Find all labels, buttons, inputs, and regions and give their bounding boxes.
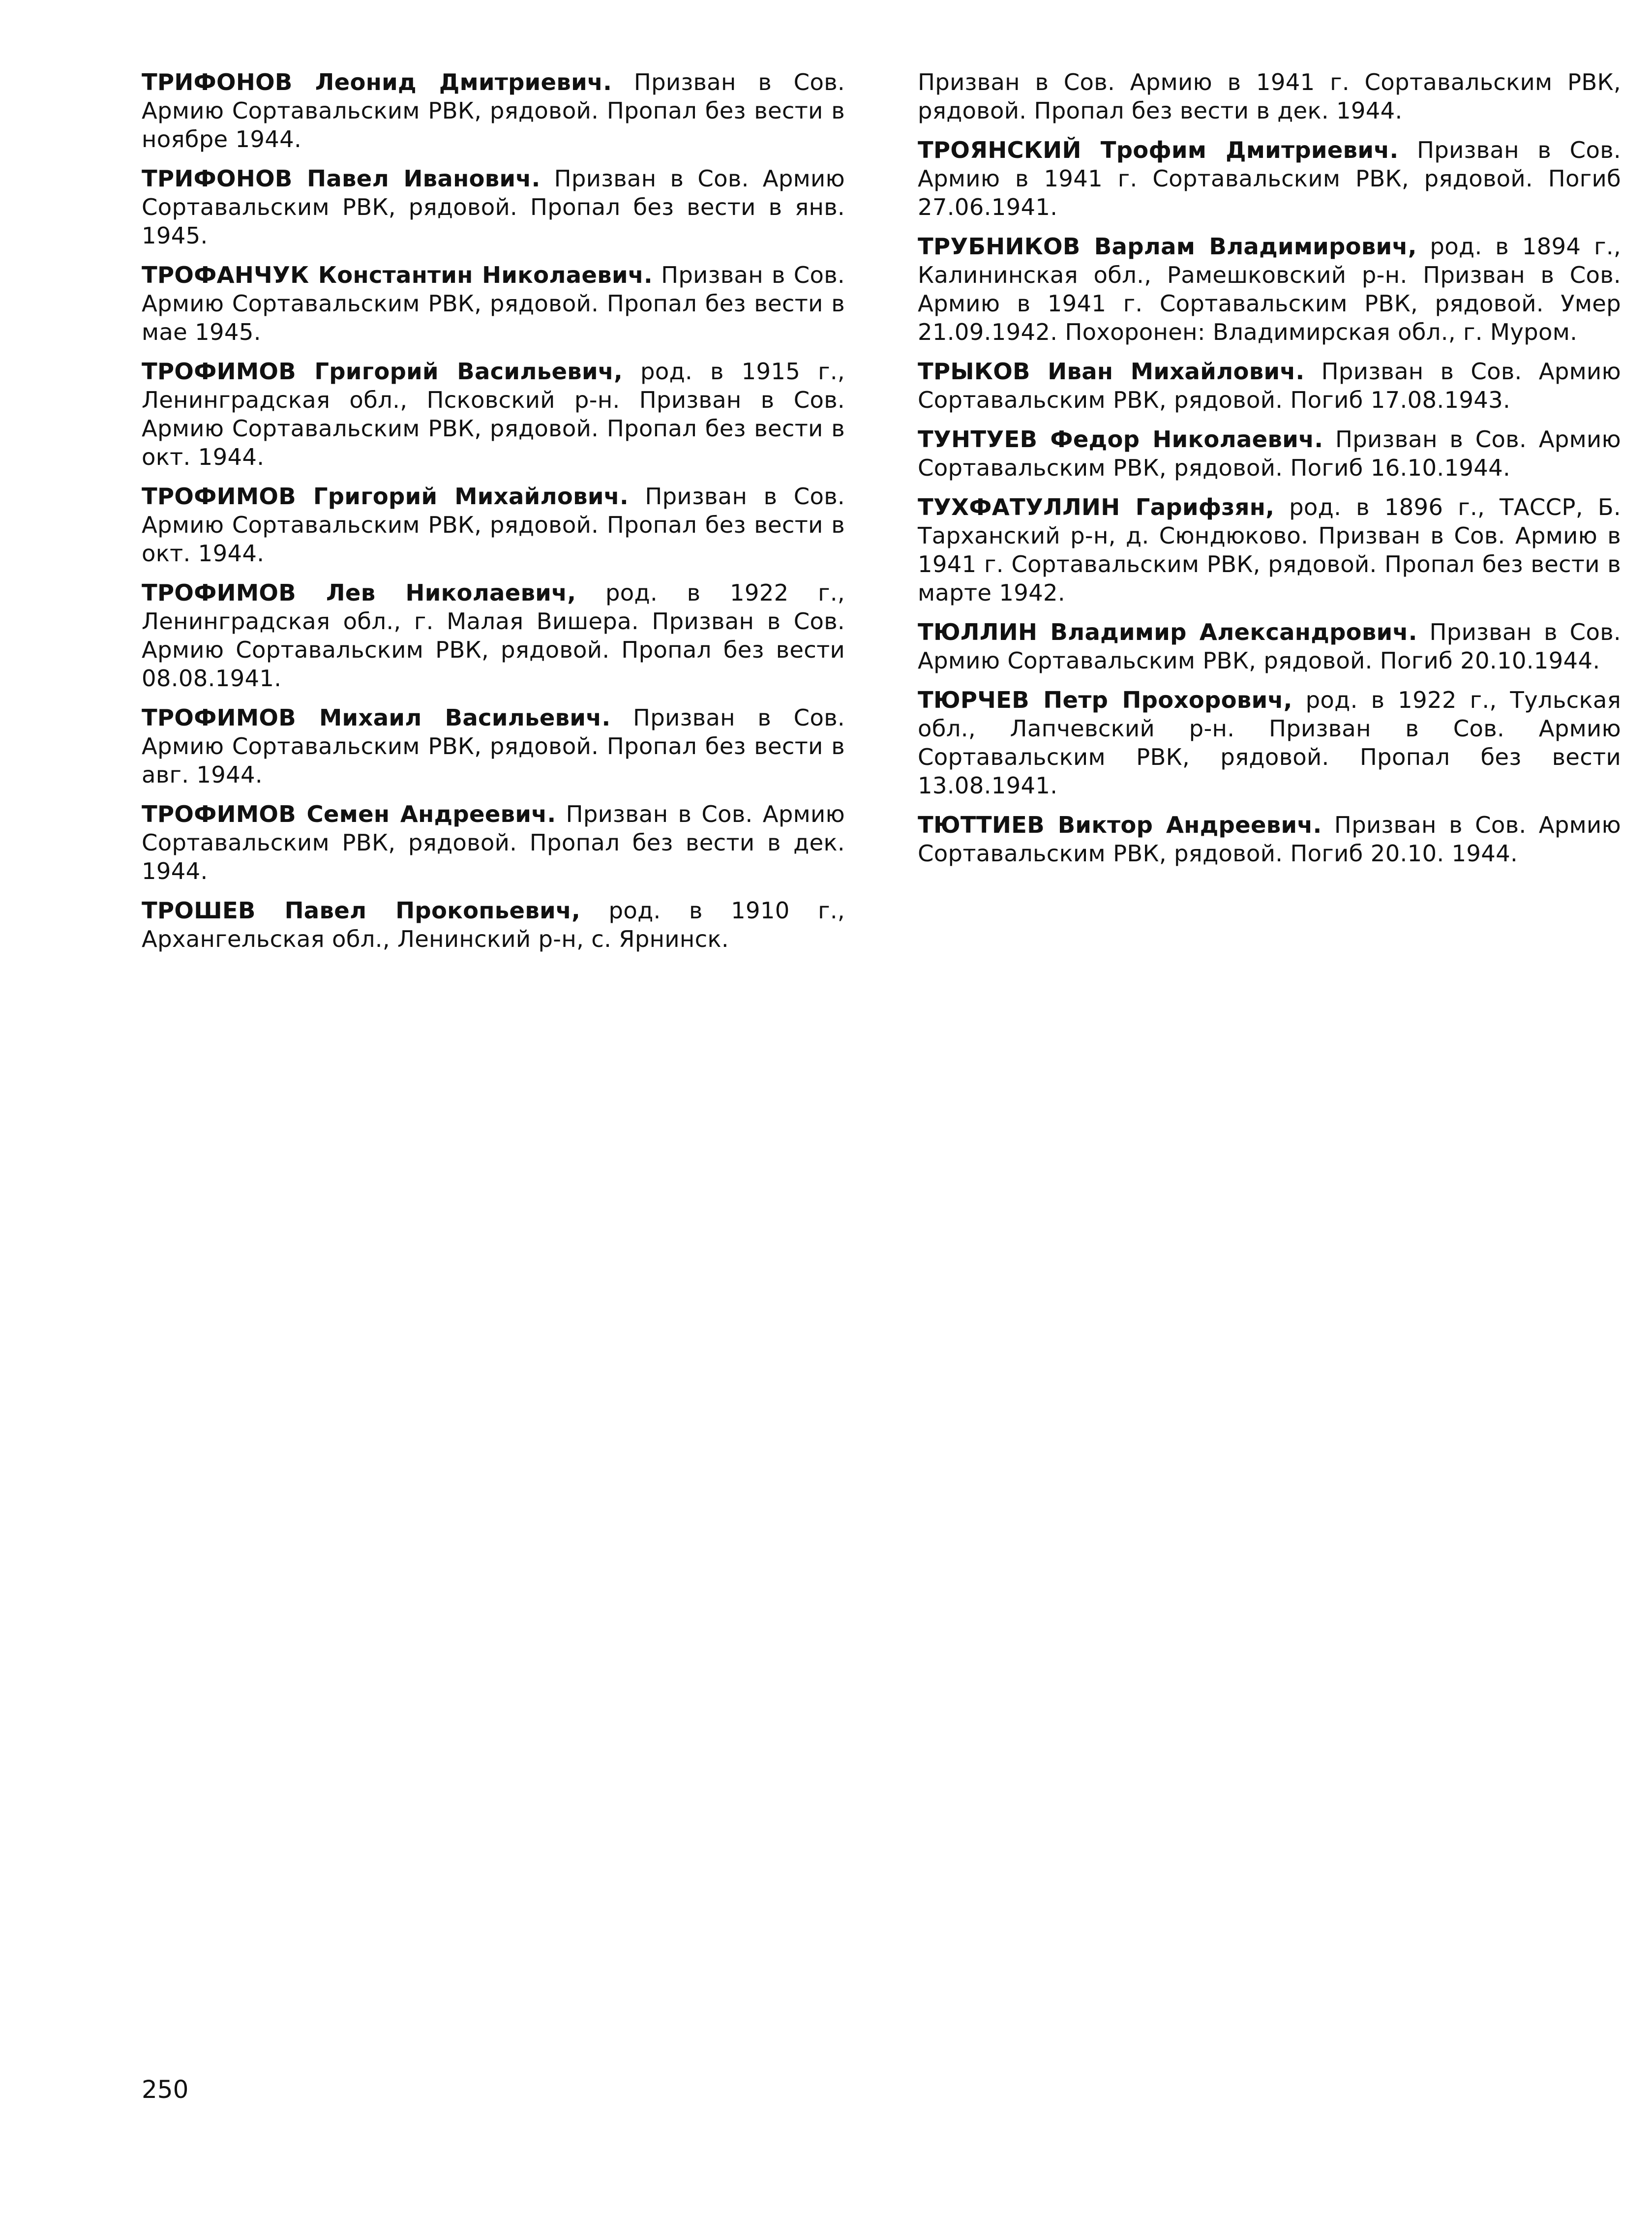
entry-text: Призван в Сов. Армию Сортавальским РВК, рядовой. Погиб 17.08.1943. [918,358,1621,413]
entry-text: Призван в Сов. Армию Сортавальским РВК, рядовой. Пропал без вести в дек. 1944. [142,801,845,884]
entry [142,164,845,250]
entry [918,136,1621,221]
entry-text: род. в 1915 г., Ленинградская обл., Псковский р-н. Призван в Сов. Армию Сортавальским РВК, рядовой. Пропал без вести в окт. 1944. [142,358,845,470]
entry-name: ТЮЛЛИН Владимир Александрович. [918,619,1417,645]
entry [142,261,845,346]
entry-name: ТРИФОНОВ Павел Иванович. [142,165,541,192]
entry-text: Призван в Сов. Армию Сортавальским РВК, рядовой. Погиб 16.10.1944. [918,426,1622,481]
entry-name: ТУНТУЕВ Федор Николаевич. [918,426,1323,453]
entry [918,425,1621,482]
entry-name: ТРОФАНЧУК Константин Николаевич. [142,262,653,288]
entry-text: Призван в Сов. Армию в 1941 г. Сортавальским РВК, рядовой. Пропал без вести в дек. 1944. [918,69,1621,124]
entry-text: род. в 1910 г., Архангельская обл., Ленинский р-н, с. Ярнинск. [142,897,845,952]
left-column [142,68,845,964]
entry-text: Призван в Сов. Армию в 1941 г. Сортавальским РВК, рядовой. Погиб 27.06.1941. [918,137,1621,220]
entry-text: Призван в Сов. Армию Сортавальским РВК, рядовой. Погиб 20.10.1944. [918,619,1621,674]
entry-text: Призван в Сов. Армию Сортавальским РВК, рядовой. Пропал без вести в янв. 1945. [142,165,845,249]
entry [142,357,845,471]
entry-name: ТРОФИМОВ Григорий Васильевич, [142,358,623,385]
entry [142,578,845,693]
entry [918,232,1621,346]
entry [918,811,1621,868]
entry-text: род. в 1894 г., Калининская обл., Рамешковский р-н. Призван в Сов. Армию в 1941 г. Сортавальским РВК, рядовой. Умер 21.09.1942. Похоронен: Владимирская обл., г. Муром. [918,233,1621,345]
entry-text: Призван в Сов. Армию Сортавальским РВК, рядовой. Пропал без вести в окт. 1944. [142,483,845,567]
entry-name: ТРОЯНСКИЙ Трофим Дмитриевич. [918,137,1399,163]
entry-name: ТЮТТИЕВ Виктор Андреевич. [918,812,1322,838]
entry [142,800,845,885]
entry-name: ТРУБНИКОВ Варлам Владимирович, [918,233,1417,260]
entry [142,703,845,789]
entry [918,357,1621,414]
entry-name: ТРИФОНОВ Леонид Дмитриевич. [142,69,612,95]
entry-text: род. в 1922 г., Тульская обл., Лапчевский р-н. Призван в Сов. Армию Сортавальским РВК, рядовой. Пропал без вести 13.08.1941. [918,687,1621,799]
entry [142,896,845,953]
entry-continuation [918,68,1621,125]
entry-text: Призван в Сов. Армию Сортавальским РВК, рядовой. Пропал без вести в мае 1945. [142,262,845,345]
entry-name: ТРОФИМОВ Михаил Васильевич. [142,704,611,731]
entry-name: ТУХФАТУЛЛИН Гарифзян, [918,494,1275,520]
entry-text: род. в 1922 г., Ленинградская обл., г. Малая Вишера. Призван в Сов. Армию Сортавальским РВК, рядовой. Пропал без вести 08.08.1941. [142,579,845,692]
entry-name: ТЮРЧЕВ Петр Прохорович, [918,687,1292,713]
entry [918,686,1621,800]
right-column [918,68,1621,879]
entry [918,618,1621,675]
entry-name: ТРЫКОВ Иван Михайлович. [918,358,1305,385]
entry [918,493,1621,607]
entry-name: ТРОФИМОВ Лев Николаевич, [142,579,576,606]
entry-text: род. в 1896 г., ТАССР, Б. Тарханский р-н, д. Сюндюково. Призван в Сов. Армию в 1941 г. Сортавальским РВК, рядовой. Пропал без вести в марте 1942. [918,494,1621,606]
entry-name: ТРОФИМОВ Семен Андреевич. [142,801,556,827]
entry-text: Призван в Сов. Армию Сортавальским РВК, рядовой. Погиб 20.10. 1944. [918,812,1621,867]
entry-text: Призван в Сов. Армию Сортавальским РВК, рядовой. Пропал без вести в авг. 1944. [142,704,845,788]
entry-text: Призван в Сов. Армию Сортавальским РВК, рядовой. Пропал без вести в ноябре 1944. [142,69,845,152]
page-number: 250 [142,2075,189,2104]
entry-name: ТРОШЕВ Павел Прокопьевич, [142,897,581,924]
entry-name: ТРОФИМОВ Григорий Михайлович. [142,483,629,510]
entry [142,68,845,153]
entry [142,482,845,568]
